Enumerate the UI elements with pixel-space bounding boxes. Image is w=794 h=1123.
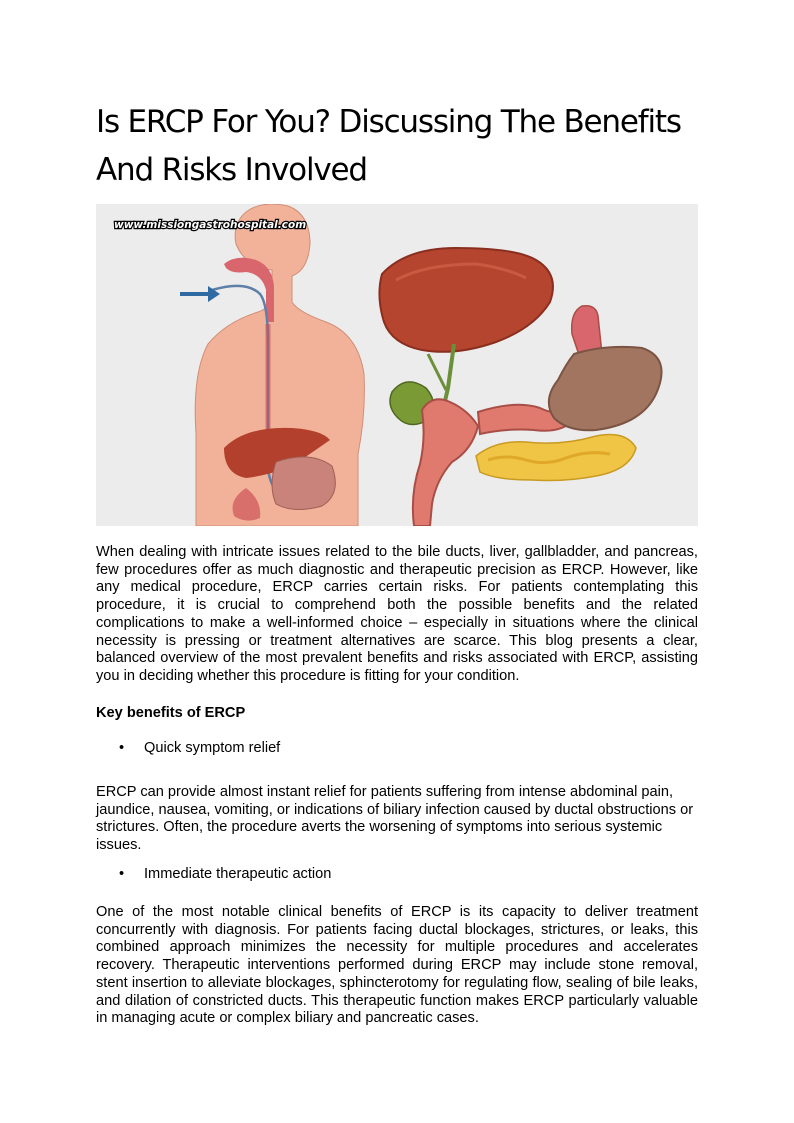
- list-item: [96, 740, 280, 758]
- benefits-heading: Key benefits of ERCP: [96, 705, 246, 721]
- page-title: Is ERCP For You? Discussing The Benefits And Risks Involved: [96, 104, 681, 188]
- bullet-dot-icon: •: [119, 740, 125, 756]
- watermark-text: www.missiongastrohospital.com: [114, 219, 307, 231]
- benefit-title: Immediate therapeutic action: [144, 866, 332, 882]
- benefit-paragraph: ERCP can provide almost instant relief for patients suffering from intense abdominal pain, jaundice, nausea, vomiting, or indications of biliary infection caused by ductal obstructions or strictures. Often, the procedure averts the worsening of symptoms into serious systemic issues.: [96, 784, 694, 854]
- benefit-paragraph: One of the most notable clinical benefits of ERCP is its capacity to deliver treatment concurrently with diagnosis. For patients facing ductal blockages, strictures, or leaks, this combined approach minimizes the necessity for multiple procedures and accelerates recovery. Therapeutic interventions performed during ERCP may include stone removal, stent insertion to alleviate blockages, sphincterotomy for regulating flow, sealing of bile leaks, and dilation of constricted ducts. This therapeutic function makes ERCP particularly valuable in managing acute or complex biliary and pancreatic cases.: [96, 904, 698, 1027]
- anatomy-illustration: [96, 204, 698, 526]
- bullet-dot-icon: •: [119, 866, 125, 882]
- list-item: [96, 866, 331, 884]
- benefit-title: Quick symptom relief: [144, 740, 281, 756]
- ercp-illustration: [96, 204, 698, 526]
- intro-paragraph: When dealing with intricate issues related to the bile ducts, liver, gallbladder, and pancreas, few procedures offer as much diagnostic and therapeutic precision as ERCP. However, like any medical procedure, ERCP carries certain risks. For patients contemplating this procedure, it is crucial to comprehend both the possible benefits and the related complications to make a well-informed choice – especially in situations where the clinical necessity is pressing or treatment alternatives are scarce. This blog presents a clear, balanced overview of the most prevalent benefits and risks associated with ERCP, assisting you in deciding whether this procedure is fitting for your condition.: [96, 544, 698, 684]
